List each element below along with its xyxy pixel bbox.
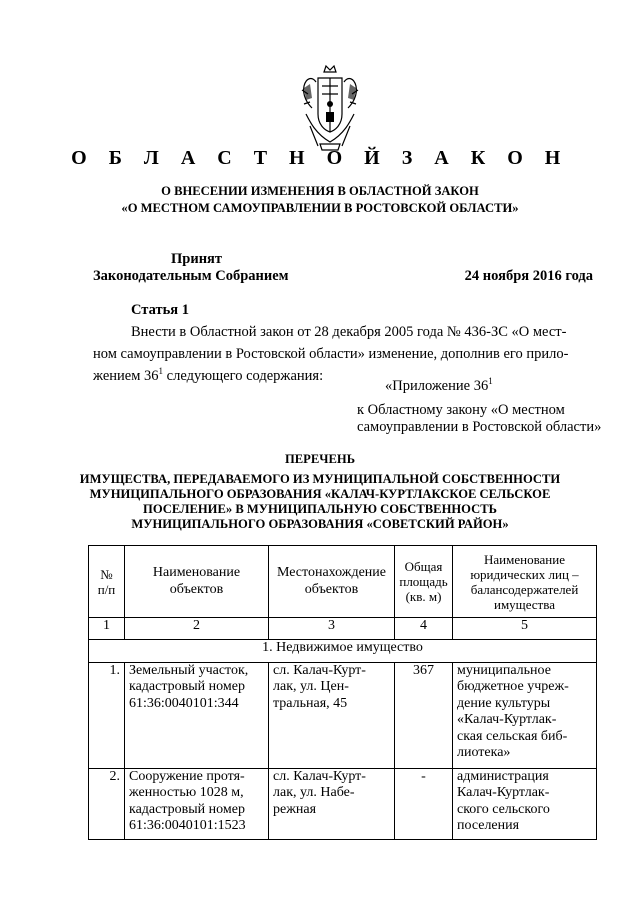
law-title: О Б Л А С Т Н О Й З А К О Н bbox=[71, 147, 569, 169]
table-row bbox=[89, 769, 597, 840]
list-subtitle-line-2: МУНИЦИПАЛЬНОГО ОБРАЗОВАНИЯ «КАЛАЧ-КУРТЛАКСКОЕ СЕЛЬСКОЕ bbox=[89, 487, 551, 501]
cell-text: муниципальное bbox=[457, 663, 551, 678]
header-text: Наименование bbox=[152, 565, 241, 581]
cell-text: кадастровый номер bbox=[129, 679, 245, 695]
property-table bbox=[88, 545, 597, 840]
cell-text: Сооружение протя- bbox=[129, 769, 245, 784]
header-text: объектов bbox=[169, 581, 224, 597]
appendix-line-2: к Областному закону «О местном bbox=[357, 402, 565, 418]
row-num: 1. bbox=[89, 663, 125, 769]
header-location bbox=[269, 546, 395, 618]
cell-text: женностью 1028 м, bbox=[129, 785, 244, 801]
cell-text: Земельный участок, bbox=[129, 663, 249, 678]
header-name bbox=[125, 546, 269, 618]
header-area bbox=[395, 546, 453, 618]
cell-text: лиотека» bbox=[457, 745, 511, 761]
cell-text: поселения bbox=[457, 818, 520, 834]
body-text-line-3 bbox=[93, 368, 323, 385]
law-subtitle-line-2: «О МЕСТНОМ САМОУПРАВЛЕНИИ В РОСТОВСКОЙ ОБЛАСТИ» bbox=[121, 201, 519, 215]
cell-text: лак, ул. Цен- bbox=[273, 679, 349, 695]
column-number-row bbox=[89, 618, 597, 640]
row-name bbox=[125, 663, 269, 769]
header-text: имущества bbox=[494, 596, 555, 612]
row-area: - bbox=[395, 769, 453, 840]
header-text: № bbox=[100, 566, 113, 582]
header-text: Общая bbox=[404, 559, 443, 574]
superscript: 1 bbox=[158, 366, 164, 376]
table-header-row bbox=[89, 546, 597, 618]
list-subtitle-line-4: МУНИЦИПАЛЬНОГО ОБРАЗОВАНИЯ «СОВЕТСКИЙ РАЙОН» bbox=[131, 517, 509, 531]
section-row bbox=[89, 640, 597, 663]
cell-text: сл. Калач-Курт- bbox=[273, 663, 366, 678]
column-number: 4 bbox=[395, 618, 453, 640]
cell-text: дение культуры bbox=[457, 695, 551, 711]
list-subtitle-line-1: ИМУЩЕСТВА, ПЕРЕДАВАЕМОГО ИЗ МУНИЦИПАЛЬНОЙ СОБСТВЕННОСТИ bbox=[79, 472, 561, 486]
header-holder bbox=[453, 546, 597, 618]
cell-text: тральная, 45 bbox=[273, 695, 348, 711]
cell-text: кадастровый номер bbox=[129, 801, 245, 817]
row-name bbox=[125, 769, 269, 840]
row-location bbox=[269, 663, 395, 769]
column-number: 2 bbox=[125, 618, 269, 640]
cell-text: сл. Калач-Курт- bbox=[273, 769, 366, 784]
header-text: Местонахождение bbox=[276, 565, 386, 581]
row-location bbox=[269, 769, 395, 840]
header-text: площадь bbox=[399, 574, 448, 589]
table-row bbox=[89, 663, 597, 769]
header-text: балансодержателей bbox=[470, 581, 579, 597]
cell-text: ского сельского bbox=[457, 801, 550, 817]
column-number: 1 bbox=[89, 618, 125, 640]
cell-text: 61:36:0040101:344 bbox=[129, 695, 239, 711]
cell-text: бюджетное учреж- bbox=[457, 679, 569, 695]
row-area: 367 bbox=[395, 663, 453, 769]
header-text: п/п bbox=[97, 581, 116, 597]
law-subtitle-line-1: О ВНЕСЕНИИ ИЗМЕНЕНИЯ В ОБЛАСТНОЙ ЗАКОН bbox=[161, 184, 479, 198]
row-holder bbox=[453, 769, 597, 840]
coat-of-arms-emblem bbox=[298, 64, 362, 152]
adoption-date: 24 ноября 2016 года bbox=[464, 268, 593, 284]
list-subtitle-line-3: ПОСЕЛЕНИЕ» В МУНИЦИПАЛЬНУЮ СОБСТВЕННОСТЬ bbox=[143, 502, 497, 516]
cell-text: лак, ул. Набе- bbox=[273, 785, 355, 801]
list-title: ПЕРЕЧЕНЬ bbox=[284, 452, 356, 466]
article-heading: Статья 1 bbox=[131, 302, 189, 318]
superscript: 1 bbox=[488, 376, 493, 386]
body-text-line-1: Внести в Областной закон от 28 декабря 2005 года № 436-ЗС «О мест- bbox=[131, 324, 567, 340]
header-text: юридических лиц – bbox=[470, 566, 579, 582]
appendix-heading bbox=[385, 378, 493, 395]
column-number: 5 bbox=[453, 618, 597, 640]
header-text: Наименование bbox=[484, 551, 565, 567]
body-text-part: жением 36 bbox=[93, 368, 159, 384]
section-title: 1. Недвижимое имущество bbox=[89, 640, 597, 663]
cell-text: 61:36:0040101:1523 bbox=[129, 818, 246, 834]
column-number: 3 bbox=[269, 618, 395, 640]
cell-text: «Калач-Куртлак- bbox=[457, 712, 557, 728]
header-text: (кв. м) bbox=[405, 589, 442, 604]
appendix-line-3: самоуправлении в Ростовской области» bbox=[357, 419, 602, 435]
appendix-label: «Приложение 36 bbox=[385, 378, 489, 394]
row-num: 2. bbox=[89, 769, 125, 840]
cell-text: ская сельская биб- bbox=[457, 728, 568, 744]
cell-text: Калач-Куртлак- bbox=[457, 785, 550, 801]
header-num bbox=[89, 546, 125, 618]
header-text: объектов bbox=[304, 581, 359, 597]
cell-text: администрация bbox=[457, 769, 549, 784]
body-text-part: следующего содержания: bbox=[163, 368, 324, 384]
adopted-label: Принят bbox=[171, 251, 223, 267]
row-holder bbox=[453, 663, 597, 769]
body-text-line-2: ном самоуправлении в Ростовской области» изменение, дополнив его прило- bbox=[93, 346, 569, 362]
cell-text: режная bbox=[273, 801, 317, 817]
adopted-by: Законодательным Собранием bbox=[93, 268, 289, 284]
